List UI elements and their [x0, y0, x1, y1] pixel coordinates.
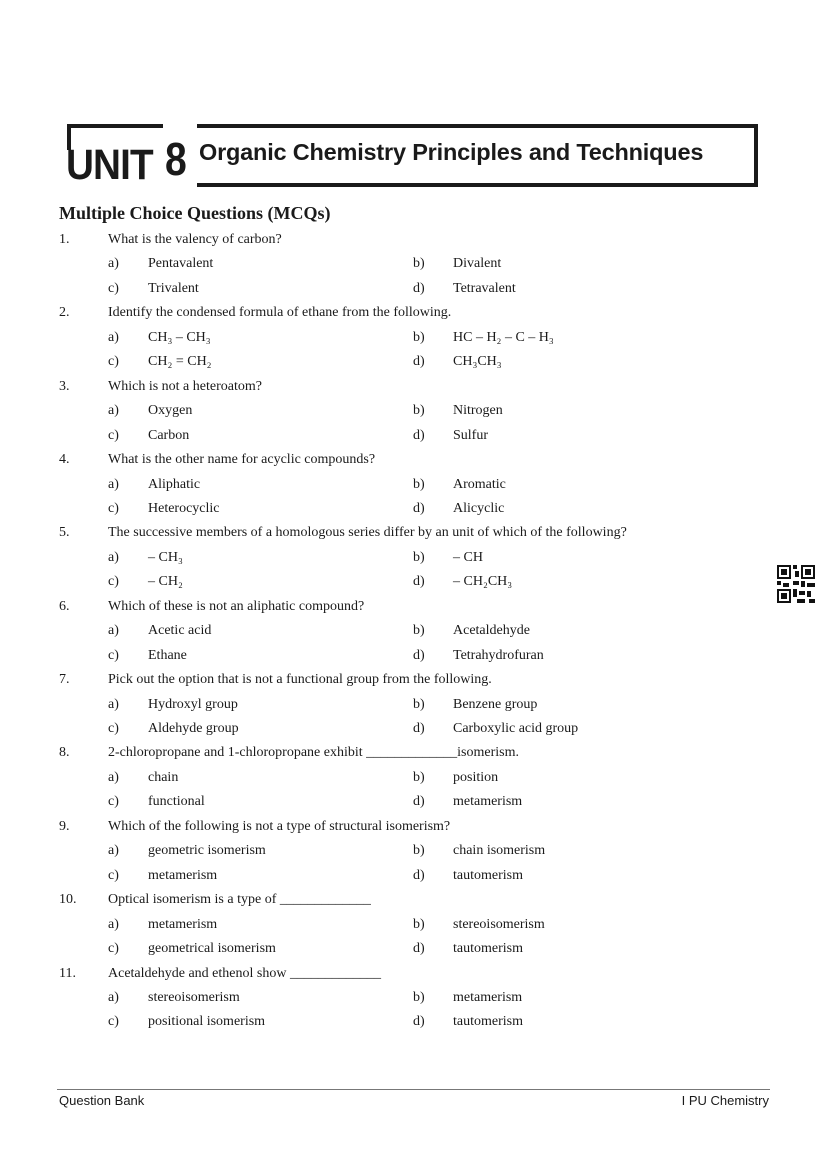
qr-code-icon: [777, 565, 815, 603]
option-text: metamerism: [148, 916, 218, 932]
question-number: 4.: [59, 452, 70, 468]
option-letter: a): [108, 916, 119, 932]
option-letter: d): [413, 574, 425, 590]
option-text: metamerism: [453, 989, 523, 1005]
question-number: 10.: [59, 892, 77, 908]
option-letter: d): [413, 354, 425, 370]
option-letter: c): [108, 647, 119, 663]
option-text: – CH₂: [148, 574, 183, 590]
option-text: positional isomerism: [148, 1014, 266, 1030]
question-text: Acetaldehyde and ethenol show _____________: [108, 965, 381, 981]
option-letter: b): [413, 329, 425, 345]
option-text: chain isomerism: [453, 843, 546, 859]
option-text: tautomerism: [453, 941, 523, 957]
option-text: CH₃ – CH₃: [148, 329, 211, 345]
option-letter: d): [413, 721, 425, 736]
option-text: metamerism: [453, 794, 523, 810]
option-text: Alicyclic: [453, 500, 505, 516]
option-text: Oxygen: [148, 403, 193, 419]
option-text: Divalent: [453, 256, 502, 272]
question-number: 8.: [59, 745, 70, 761]
option-text: Trivalent: [148, 280, 199, 296]
option-letter: b): [413, 403, 425, 419]
question-number: 2.: [59, 305, 70, 321]
option-text: Aliphatic: [148, 476, 201, 492]
option-letter: c): [108, 500, 119, 516]
option-text: stereoisomerism: [453, 916, 545, 932]
option-letter: b): [413, 989, 425, 1005]
option-text: geometric isomerism: [148, 843, 266, 859]
option-letter: a): [108, 989, 119, 1005]
option-text: geometrical isomerism: [148, 941, 276, 957]
option-text: – CH₂CH₃: [453, 574, 513, 590]
option-letter: b): [413, 916, 425, 932]
option-letter: a): [108, 329, 119, 345]
option-letter: d): [413, 867, 425, 883]
question-number: 9.: [59, 818, 70, 834]
option-letter: b): [413, 549, 425, 565]
question-text: Identify the condensed formula of ethane from the following.: [108, 305, 452, 321]
question-text: Which of these is not an aliphatic compound?: [108, 598, 365, 614]
option-text: HC – H₂ – C – H₃: [453, 329, 554, 345]
option-text: Hydroxyl group: [148, 696, 238, 712]
question-text: Which of the following is not a type of structural isomerism?: [108, 818, 451, 834]
option-letter: a): [108, 549, 119, 565]
question-text: What is the other name for acyclic compounds?: [108, 452, 376, 468]
option-letter: d): [413, 647, 425, 663]
option-letter: c): [108, 574, 119, 590]
option-text: metamerism: [148, 867, 218, 883]
option-text: Nitrogen: [453, 403, 503, 419]
option-letter: b): [413, 769, 425, 785]
unit-label: UNIT: [66, 141, 153, 189]
unit-number: 8: [165, 133, 187, 185]
option-text: stereoisomerism: [148, 989, 240, 1005]
option-text: chain: [148, 769, 179, 785]
option-text: – CH: [453, 549, 483, 565]
option-letter: a): [108, 623, 119, 639]
option-text: Aromatic: [453, 476, 506, 492]
option-text: – CH₃: [148, 549, 183, 565]
option-text: Acetic acid: [148, 623, 212, 639]
question-number: 6.: [59, 598, 70, 614]
question-text: What is the valency of carbon?: [108, 232, 282, 247]
option-text: Benzene group: [453, 696, 538, 712]
option-text: Aldehyde group: [148, 721, 239, 736]
option-letter: c): [108, 721, 119, 736]
footer-divider: [57, 1089, 770, 1090]
option-letter: a): [108, 843, 119, 859]
option-letter: a): [108, 696, 119, 712]
question-text: Optical isomerism is a type of _____________: [108, 892, 371, 908]
option-text: Tetravalent: [453, 280, 516, 296]
option-text: Carboxylic acid group: [453, 721, 579, 736]
option-text: functional: [148, 794, 205, 810]
option-letter: c): [108, 941, 119, 957]
section-title: Multiple Choice Questions (MCQs): [59, 203, 331, 223]
option-letter: a): [108, 769, 119, 785]
option-letter: d): [413, 941, 425, 957]
question-text: 2-chloropropane and 1-chloropropane exhibit _____________isomerism.: [108, 745, 519, 761]
option-text: Ethane: [148, 647, 187, 663]
option-letter: a): [108, 476, 119, 492]
option-letter: b): [413, 256, 425, 272]
chapter-title: Organic Chemistry Principles and Techniques: [199, 139, 704, 165]
option-text: position: [453, 769, 499, 785]
option-letter: c): [108, 867, 119, 883]
option-letter: c): [108, 354, 119, 370]
option-text: Tetrahydrofuran: [453, 647, 544, 663]
option-letter: b): [413, 623, 425, 639]
option-letter: d): [413, 280, 425, 296]
option-letter: a): [108, 403, 119, 419]
option-text: tautomerism: [453, 867, 523, 883]
question-number: 5.: [59, 525, 70, 541]
option-text: Pentavalent: [148, 256, 214, 272]
option-text: Carbon: [148, 427, 190, 443]
option-letter: c): [108, 794, 119, 810]
footer-left: Question Bank: [59, 1093, 145, 1108]
question-number: 11.: [59, 965, 76, 981]
option-letter: b): [413, 843, 425, 859]
option-letter: d): [413, 1014, 425, 1030]
option-letter: b): [413, 696, 425, 712]
option-text: CH₃CH₃: [453, 354, 502, 370]
question-text: Which is not a heteroatom?: [108, 378, 262, 394]
question-number: 1.: [59, 232, 70, 247]
option-letter: c): [108, 1014, 119, 1030]
option-letter: c): [108, 427, 119, 443]
question-text: Pick out the option that is not a functional group from the following.: [108, 672, 492, 688]
option-text: Sulfur: [453, 427, 488, 443]
option-letter: d): [413, 794, 425, 810]
option-letter: a): [108, 256, 119, 272]
option-letter: b): [413, 476, 425, 492]
option-text: Heterocyclic: [148, 500, 220, 516]
footer-right: I PU Chemistry: [681, 1093, 769, 1108]
question-text: The successive members of a homologous series differ by an unit of which of the following?: [108, 525, 627, 541]
question-number: 3.: [59, 378, 70, 394]
option-text: CH₂ = CH₂: [148, 354, 212, 370]
header-bracket: [67, 124, 163, 128]
option-letter: d): [413, 427, 425, 443]
question-number: 7.: [59, 672, 70, 688]
option-letter: c): [108, 280, 119, 296]
option-text: Acetaldehyde: [453, 623, 530, 639]
option-letter: d): [413, 500, 425, 516]
option-text: tautomerism: [453, 1014, 523, 1030]
